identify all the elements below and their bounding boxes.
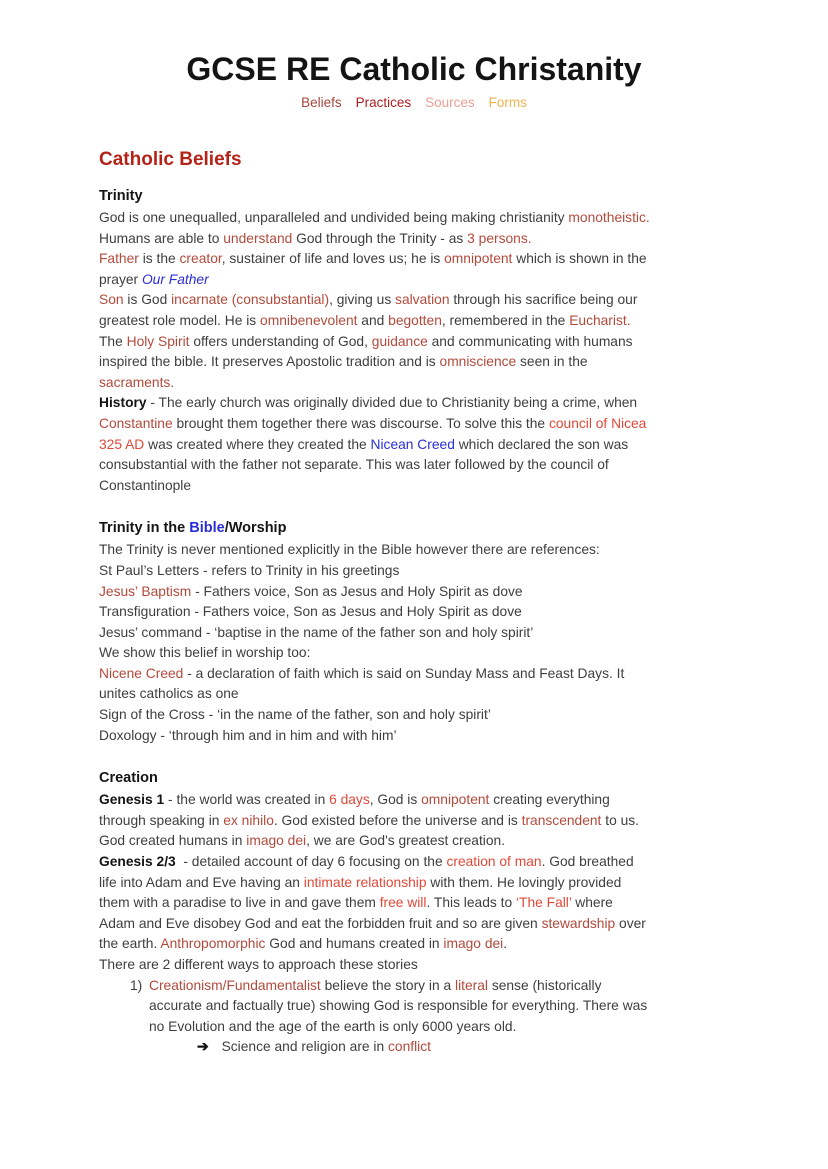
text-line: The Trinity is never mentioned explicitly in the Bible however there are references: bbox=[99, 542, 600, 558]
text-line: prayer Our Father bbox=[99, 271, 209, 287]
text-line: History - The early church was originally divided due to Christianity being a crime, when bbox=[99, 395, 638, 411]
nav-link-practices[interactable]: Practices bbox=[355, 95, 412, 110]
nav-link-forms[interactable]: Forms bbox=[488, 95, 527, 110]
text-line: Doxology - ‘through him and in him and with him’ bbox=[99, 727, 397, 743]
spacer bbox=[99, 496, 729, 519]
text-line: Adam and Eve disobey God and eat the forbidden fruit and so are given stewardship over bbox=[99, 915, 646, 931]
sub-heading: Trinity in the Bible/Worship bbox=[99, 520, 287, 537]
arrow-item: ➔ Science and religion are in conflict bbox=[99, 1037, 729, 1058]
text-line: St Paul’s Letters - refers to Trinity in his greetings bbox=[99, 562, 400, 578]
spacer bbox=[99, 746, 729, 769]
text-line: Sign of the Cross - ‘in the name of the father, son and holy spirit’ bbox=[99, 707, 491, 723]
text-line: 325 AD was created where they created the Nicean Creed which declared the son was bbox=[99, 436, 629, 452]
sub-heading: Creation bbox=[99, 770, 158, 787]
list-number: 1) bbox=[130, 977, 143, 993]
sub-heading: Trinity bbox=[99, 188, 143, 204]
text-line: life into Adam and Eve having an intimate relationship with them. He lovingly provided bbox=[99, 874, 622, 890]
nav-link-beliefs[interactable]: Beliefs bbox=[301, 95, 342, 110]
text-line: The Holy Spirit offers understanding of God, guidance and communicating with humans bbox=[99, 333, 633, 349]
text-line: Son is God incarnate (consubstantial), giving us salvation through his sacrifice being our bbox=[99, 292, 638, 308]
text-line: through speaking in ex nihilo. God existed before the universe and is transcendent to us. bbox=[99, 812, 639, 828]
section-heading: Catholic Beliefs bbox=[99, 149, 242, 170]
text-line: Genesis 2/3 - detailed account of day 6 focusing on the creation of man. God breathed bbox=[99, 854, 634, 870]
text-line: inspired the bible. It preserves Apostolic tradition and is omniscience seen in the bbox=[99, 354, 588, 370]
text-line: sacraments. bbox=[99, 374, 175, 390]
nav bbox=[0, 94, 828, 111]
text-line: Genesis 1 - the world was created in 6 days, God is omnipotent creating everything bbox=[99, 792, 610, 808]
text-line: Transfiguration - Fathers voice, Son as Jesus and Holy Spirit as dove bbox=[99, 604, 522, 620]
nav-link-sources[interactable]: Sources bbox=[425, 95, 475, 110]
text-line: greatest role model. He is omnibenevolent and begotten, remembered in the Eucharist. bbox=[99, 312, 631, 328]
text-line: Father is the creator, sustainer of life and loves us; he is omnipotent which is shown in the bbox=[99, 251, 647, 267]
text-line: Jesus’ Baptism - Fathers voice, Son as Jesus and Holy Spirit as dove bbox=[99, 583, 523, 599]
text-line: There are 2 different ways to approach these stories bbox=[99, 957, 418, 972]
text-line: consubstantial with the father not separate. This was later followed by the council of bbox=[99, 457, 609, 473]
text-line: God created humans in imago dei, we are God's greatest creation. bbox=[99, 833, 506, 849]
text-line: unites catholics as one bbox=[99, 686, 239, 702]
text-line: Nicene Creed - a declaration of faith which is said on Sunday Mass and Feast Days. It bbox=[99, 665, 625, 681]
numbered-item: 1) Creationism/Fundamentalist believe the story in a literal sense (historically accurate and factually true) showing God is responsible for everything. There was no Evolution and the age of the earth is only 6000 years old. bbox=[99, 976, 729, 1038]
document-body bbox=[99, 149, 729, 1058]
text-line: Humans are able to understand God through the Trinity - as 3 persons. bbox=[99, 230, 532, 246]
text-line: Jesus’ command - ‘baptise in the name of the father son and holy spirit’ bbox=[99, 624, 534, 640]
arrow-bullet-icon: ➔ bbox=[197, 1039, 209, 1055]
text-line: We show this belief in worship too: bbox=[99, 645, 311, 661]
text-line: Constantine brought them together there was discourse. To solve this the council of Nicea bbox=[99, 415, 647, 431]
page-title: GCSE RE Catholic Christanity bbox=[186, 51, 642, 87]
text-line: them with a paradise to live in and gave them free will. This leads to ‘The Fall’ where bbox=[99, 895, 613, 911]
text-line: God is one unequalled, unparalleled and undivided being making christianity monotheistic. bbox=[99, 210, 650, 225]
text-line: the earth. Anthropomorphic God and humans created in imago dei. bbox=[99, 936, 508, 952]
text-line: Constantinople bbox=[99, 477, 192, 493]
